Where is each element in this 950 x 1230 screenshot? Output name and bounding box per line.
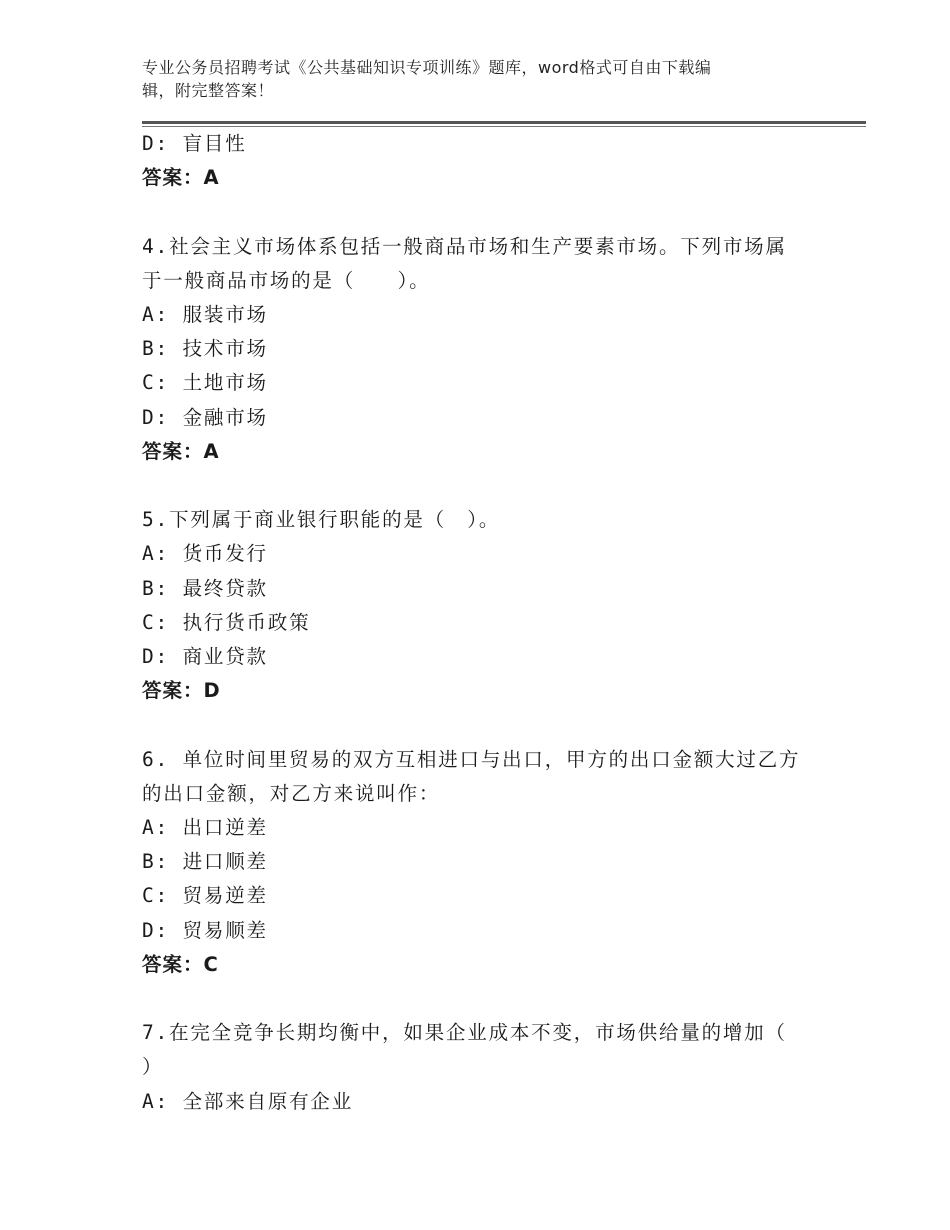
header-line-1: 专业公务员招聘考试《公共基础知识专项训练》题库，word格式可自由下载编 [142,58,712,77]
answer-line: 答案：D [142,679,221,703]
question-stem: 7.在完全竞争长期均衡中，如果企业成本不变，市场供给量的增加（ [142,1021,787,1045]
question-list [142,127,822,1119]
question-stem: 6. 单位时间里贸易的双方互相进口与出口，甲方的出口金额大过乙方 [142,747,801,771]
question-5 [142,503,822,708]
prev-question-tail [142,127,822,195]
question-stem: 于一般商品市场的是（ ）。 [142,268,431,292]
option-d: D: 盲目性 [142,132,247,155]
question-stem: 的出口金额，对乙方来说叫作： [142,781,441,805]
option-c: C: 土地市场 [142,371,268,395]
document-header [142,56,802,102]
question-6 [142,743,822,982]
answer-line: 答案：A [142,166,220,190]
answer-line: 答案：C [142,952,219,976]
option-d: D: 商业贷款 [142,645,268,669]
option-d: D: 贸易顺差 [142,918,268,942]
header-divider-thick [142,121,866,124]
option-a: A: 服装市场 [142,303,268,326]
option-a: A: 全部来自原有企业 [142,1089,354,1113]
question-stem: ） [142,1055,164,1079]
option-b: B: 技术市场 [142,337,268,361]
option-a: A: 货币发行 [142,542,268,566]
question-7 [142,1016,822,1119]
option-c: C: 执行货币政策 [142,610,311,634]
answer-line: 答案：A [142,439,220,463]
option-c: C: 贸易逆差 [142,884,268,908]
option-d: D: 金融市场 [142,405,268,429]
question-stem: 5.下列属于商业银行职能的是（ ）。 [142,508,501,532]
question-4 [142,230,822,469]
header-line-2: 辑，附完整答案！ [142,81,275,100]
option-b: B: 进口顺差 [142,850,268,874]
option-b: B: 最终贷款 [142,576,268,600]
option-a: A: 出口逆差 [142,816,268,840]
question-stem: 4.社会主义市场体系包括一般商品市场和生产要素市场。下列市场属 [142,234,787,258]
